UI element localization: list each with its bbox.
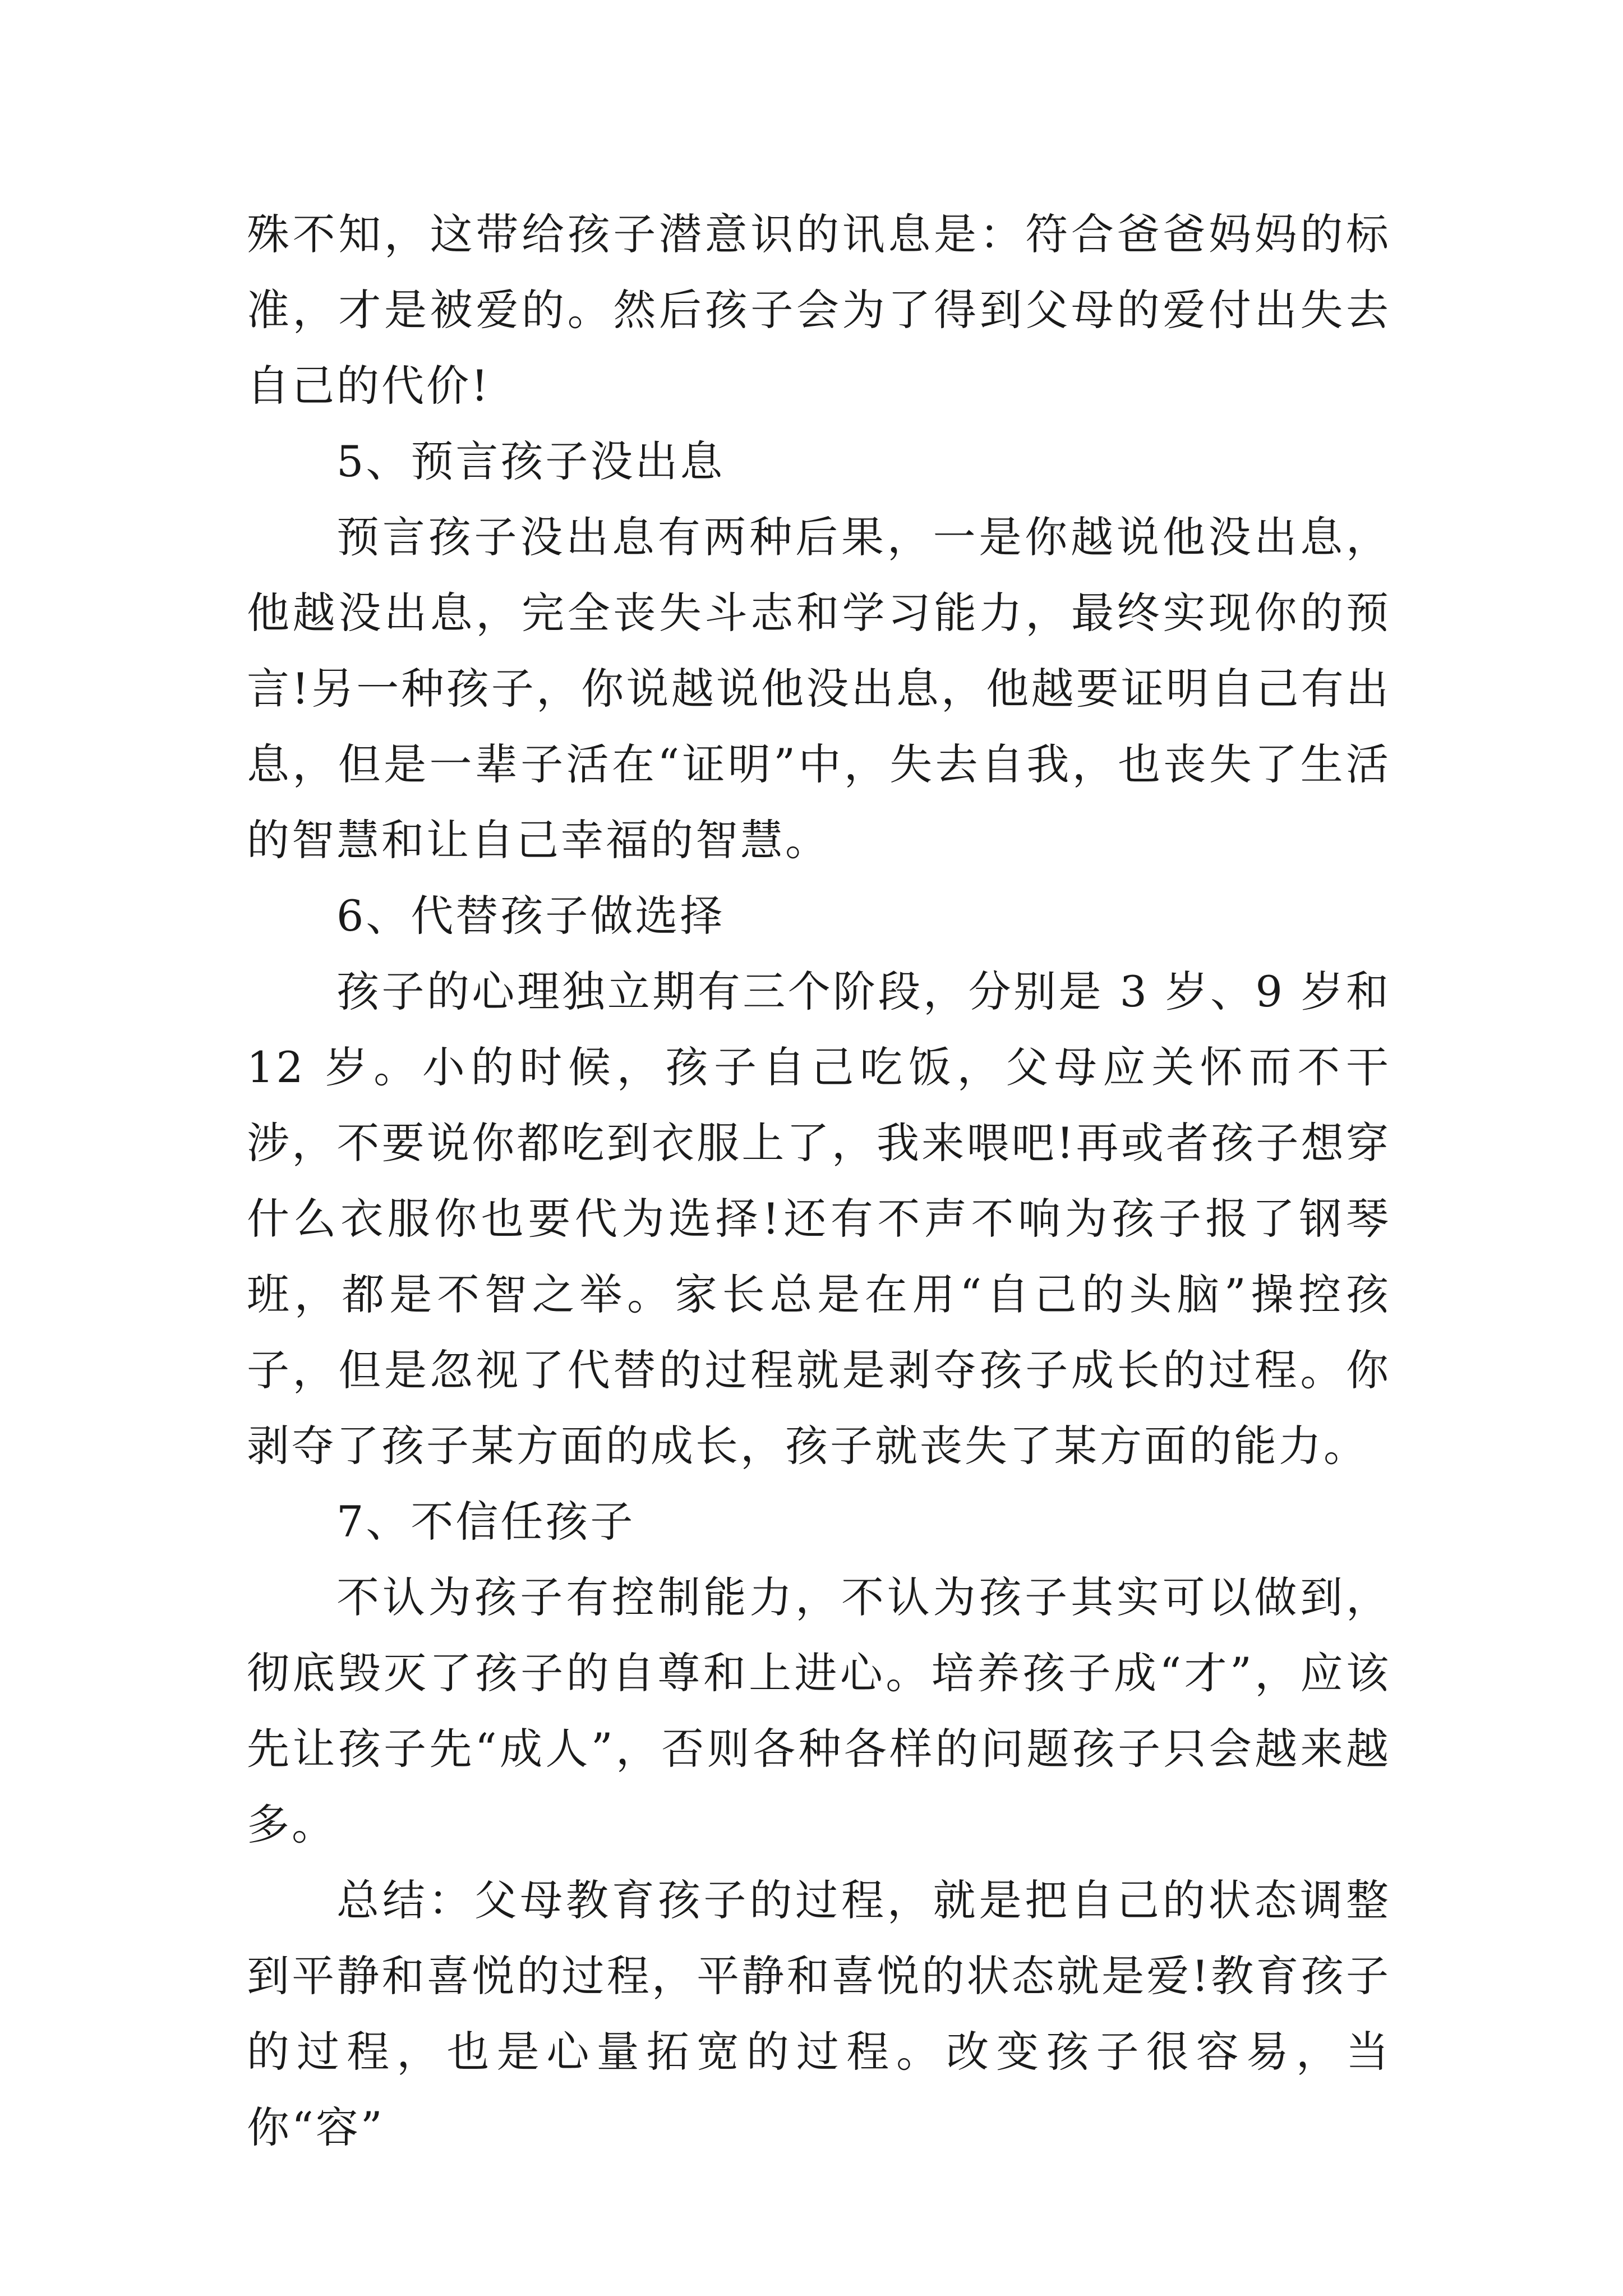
heading-5: 5、预言孩子没出息 [336,436,725,486]
heading-6: 6、代替孩子做选择 [336,891,725,941]
paragraph-7: 不认为孩子有控制能力，不认为孩子其实可以做到，彻底毁灭了孩子的自尊和上进心。培养孩子成“才”，应该先让孩子先“成人”，否则各种各样的问题孩子只会越来越多。 [247,1572,1391,1849]
paragraph-summary: 总结：父母教育孩子的过程，就是把自己的状态调整到平静和喜悦的过程，平静和喜悦的状态就是爱!教育孩子的过程，也是心量拓宽的过程。改变孩子很容易，当你“容” [247,1875,1391,2152]
paragraph-6: 孩子的心理独立期有三个阶段，分别是 3 岁、9 岁和 12 岁。小的时候，孩子自己吃饭，父母应关怀而不干涉，不要说你都吃到衣服上了，我来喂吧!再或者孩子想穿什么衣服你也要代为选择!还有不声不响为孩子报了钢琴班，都是不智之举。家长总是在用“自己的头脑”操控孩子，但是忽视了代替的过程就是剥夺孩子成长的过程。你剥夺了孩子某方面的成长，孩子就丧失了某方面的能力。 [247,967,1391,1471]
paragraph-5: 预言孩子没出息有两种后果，一是你越说他没出息，他越没出息，完全丧失斗志和学习能力，最终实现你的预言!另一种孩子，你说越说他没出息，他越要证明自己有出息，但是一辈子活在“证明”中，失去自我，也丧失了生活的智慧和让自己幸福的智慧。 [247,512,1391,865]
document-body [247,196,1391,2165]
paragraph-continuation: 殊不知，这带给孩子潜意识的讯息是：符合爸爸妈妈的标准，才是被爱的。然后孩子会为了得到父母的爱付出失去自己的代价! [247,209,1391,411]
heading-7: 7、不信任孩子 [336,1497,635,1547]
